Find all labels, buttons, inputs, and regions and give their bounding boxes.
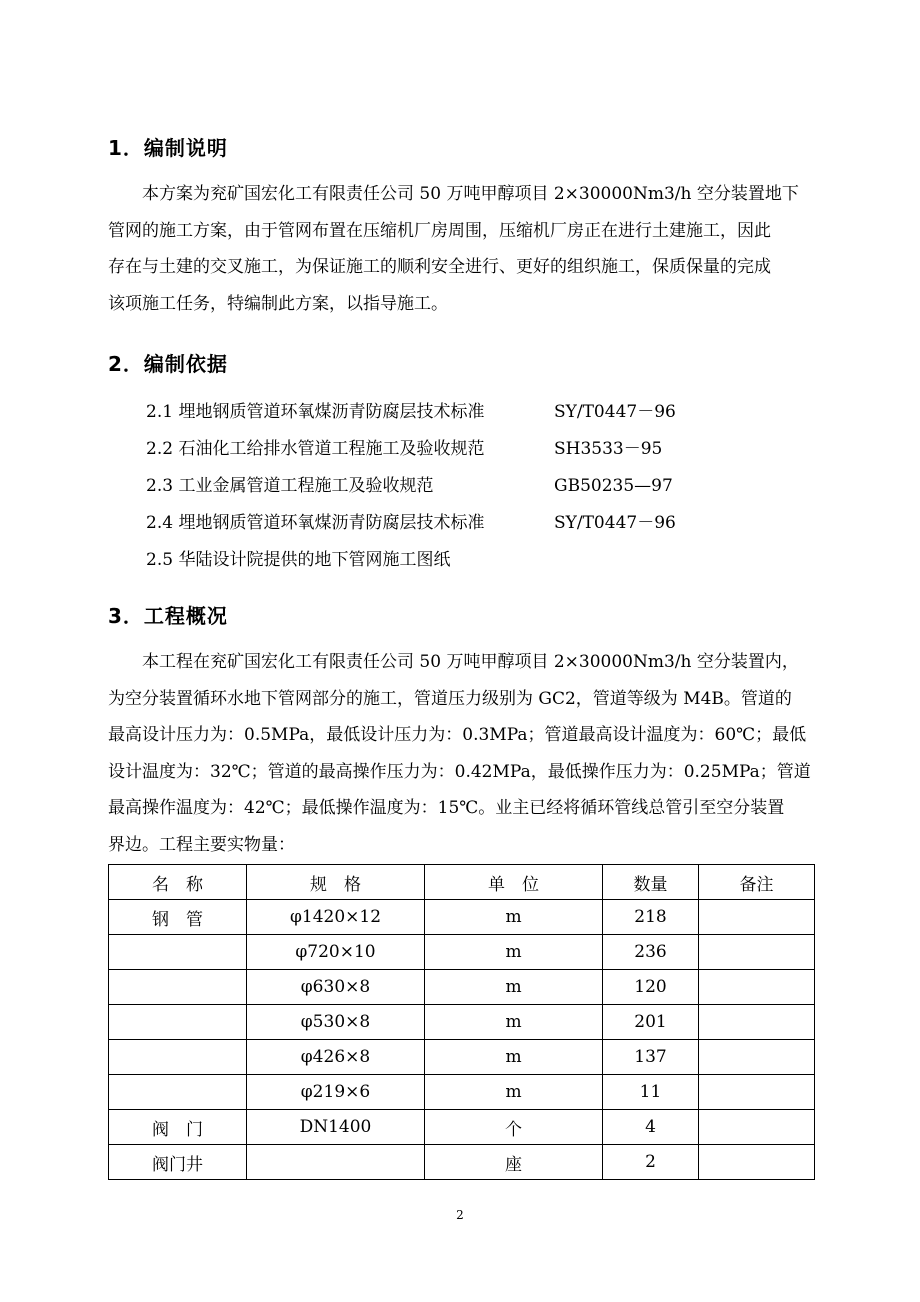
reference-code: GB50235—97 [554,476,673,496]
paragraph-line: 最高设计压力为：0.5MPa，最低设计压力为：0.3MPa；管道最高设计温度为：60℃；最低 [108,725,807,745]
column-header: 单 位 [425,865,603,900]
paragraph-line: 为空分装置循环水地下管网部分的施工，管道压力级别为 GC2，管道等级为 M4B。管道的 [108,688,792,709]
reference-code: SH3533－95 [554,439,663,459]
table-cell [109,1075,247,1110]
table-row [109,900,815,935]
table-cell [109,970,247,1005]
paragraph-line: 管网的施工方案，由于管网布置在压缩机厂房周围，压缩机厂房正在进行土建施工，因此 [108,220,771,241]
table-cell [109,935,247,970]
table-cell: 120 [603,970,699,1005]
section-paragraph [108,176,799,322]
table-row [109,1005,815,1040]
table-cell: 137 [603,1040,699,1075]
section-heading: 2．编制依据 [108,352,228,376]
column-header: 数量 [603,865,699,900]
table-cell: 201 [603,1005,699,1040]
section-paragraph [108,644,811,863]
table-cell [699,1145,815,1180]
table-cell: φ530×8 [247,1005,425,1040]
table-cell: 阀 门 [109,1110,247,1145]
column-header: 规 格 [247,865,425,900]
paragraph-line: 设计温度为：32℃；管道的最高操作压力为：0.42MPa，最低操作压力为：0.25MPa；管道 [108,761,811,782]
table-cell: m [425,1075,603,1110]
table-cell: DN1400 [247,1110,425,1145]
table-cell [699,935,815,970]
reference-code: SY/T0447－96 [554,513,676,533]
paragraph-line: 最高操作温度为：42℃；最低操作温度为：15℃。业主已经将循环管线总管引至空分装置 [108,798,785,818]
paragraph-line: 本工程在兖矿国宏化工有限责任公司 50 万吨甲醇项目 2×30000Nm3/h 空分装置内， [108,652,799,672]
table-cell: m [425,900,603,935]
table-cell: 4 [603,1110,699,1145]
table-row [109,1110,815,1145]
table-cell: φ630×8 [247,970,425,1005]
table-cell: φ426×8 [247,1040,425,1075]
reference-title: 2.3 工业金属管道工程施工及验收规范 [146,476,434,496]
reference-title: 2.2 石油化工给排水管道工程施工及验收规范 [146,439,485,459]
table-cell: 11 [603,1075,699,1110]
paragraph-line: 界边。工程主要实物量： [108,834,295,855]
table-cell [699,970,815,1005]
column-header: 名 称 [109,865,247,900]
table-row [109,935,815,970]
table-header-row [109,865,815,900]
table-row [109,1040,815,1075]
reference-title: 2.5 华陆设计院提供的地下管网施工图纸 [146,550,451,570]
reference-item [146,468,706,505]
table-cell: m [425,970,603,1005]
table-cell [699,1005,815,1040]
page-number: 2 [456,1208,464,1222]
table-cell [699,900,815,935]
section-heading: 3．工程概况 [108,604,228,628]
table-cell [699,1075,815,1110]
table-cell: 个 [425,1110,603,1145]
table-cell: φ1420×12 [247,900,425,935]
table-cell: 236 [603,935,699,970]
column-header: 备注 [699,865,815,900]
table-cell [109,1005,247,1040]
table-cell: m [425,935,603,970]
reference-title: 2.4 埋地钢质管道环氧煤沥青防腐层技术标准 [146,513,485,533]
paragraph-line: 该项施工任务，特编制此方案，以指导施工。 [108,293,448,314]
table-cell: m [425,1040,603,1075]
reference-item [146,394,706,431]
table-cell: φ219×6 [247,1075,425,1110]
table-cell [109,1040,247,1075]
table-cell: 2 [603,1145,699,1180]
section-heading: 1．编制说明 [108,136,228,160]
reference-item [146,505,706,542]
table-cell: φ720×10 [247,935,425,970]
quantity-table [108,864,815,1180]
reference-item [146,542,706,579]
table-cell: 钢 管 [109,900,247,935]
table-cell: 218 [603,900,699,935]
table-cell: 座 [425,1145,603,1180]
table-cell: m [425,1005,603,1040]
table-cell: 阀门井 [109,1145,247,1180]
paragraph-line: 存在与土建的交叉施工，为保证施工的顺利安全进行、更好的组织施工，保质保量的完成 [108,257,771,277]
reference-list [146,394,706,579]
table-cell [699,1110,815,1145]
reference-code: SY/T0447－96 [554,402,676,422]
paragraph-line: 本方案为兖矿国宏化工有限责任公司 50 万吨甲醇项目 2×30000Nm3/h 空分装置地下 [108,184,799,204]
table-row [109,1145,815,1180]
table-row [109,970,815,1005]
table-cell [247,1145,425,1180]
reference-item [146,431,706,468]
reference-title: 2.1 埋地钢质管道环氧煤沥青防腐层技术标准 [146,402,485,422]
table-row [109,1075,815,1110]
table-cell [699,1040,815,1075]
